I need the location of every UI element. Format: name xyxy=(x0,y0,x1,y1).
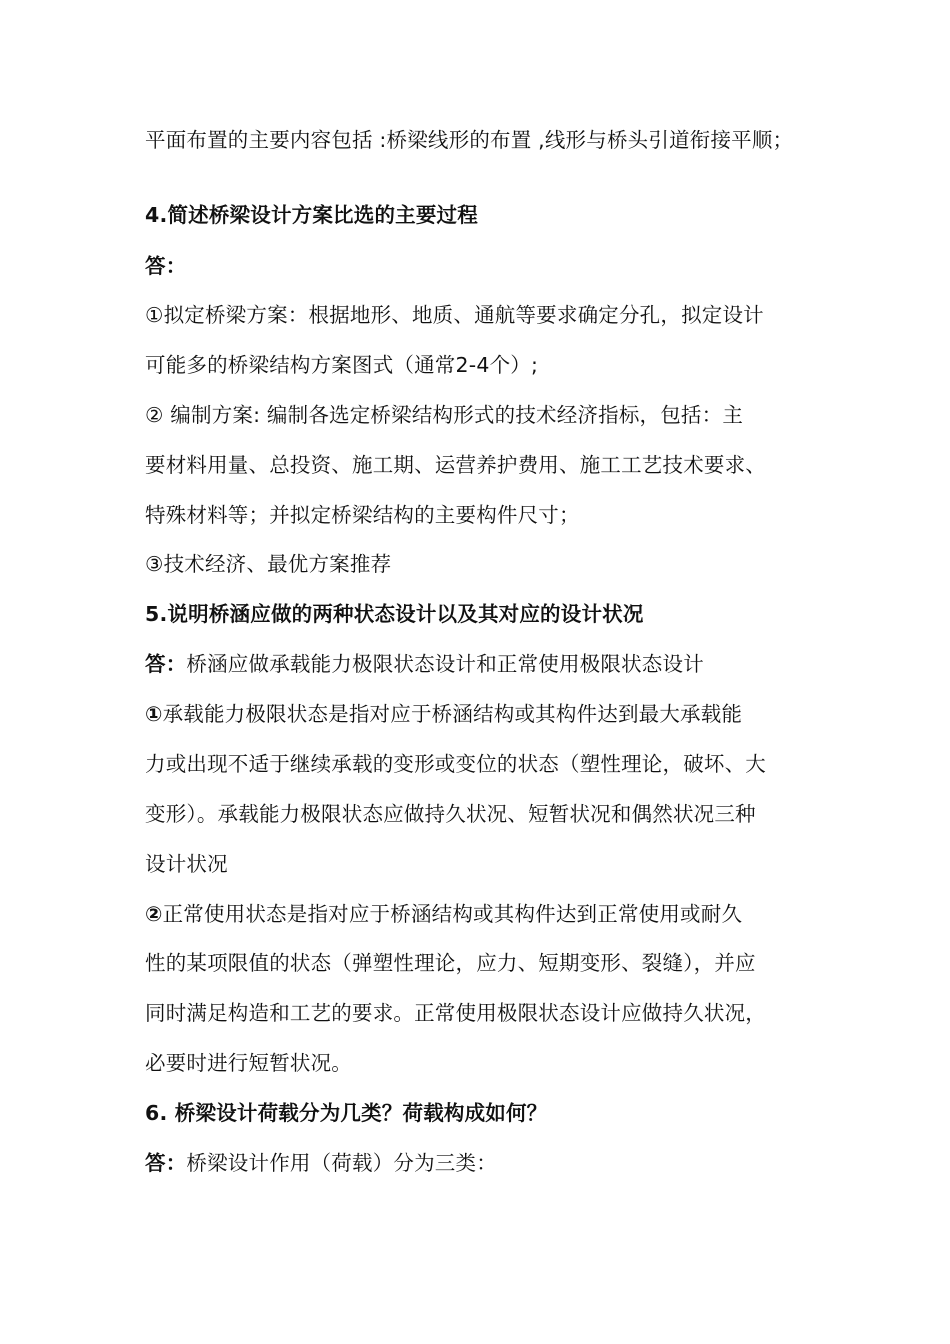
text-line: 特殊材料等；并拟定桥梁结构的主要构件尺寸； xyxy=(145,503,580,527)
answer-label: 答： xyxy=(145,254,187,278)
list-marker: ① xyxy=(145,702,163,726)
text-line: 要材料用量、总投资、施工期、运营养护费用、施工工艺技术要求、 xyxy=(145,453,766,477)
text-line: 平面布置的主要内容包括 :桥梁线形的布置 ,线形与桥头引道衔接平顺； xyxy=(145,128,794,152)
list-text: 正常使用状态是指对应于桥涵结构或其构件达到正常使用或耐久 xyxy=(162,902,743,926)
heading-question-6: 6. 桥梁设计荷载分为几类？荷载构成如何？ xyxy=(145,1101,548,1125)
text-line: 性的某项限值的状态（弹塑性理论，应力、短期变形、裂缝），并应 xyxy=(145,951,756,975)
answer-label: 答： xyxy=(145,652,187,676)
list-text: 承载能力极限状态是指对应于桥涵结构或其构件达到最大承载能 xyxy=(162,702,743,726)
text-line: 变形）。承载能力极限状态应做持久状况、短暂状况和偶然状况三种 xyxy=(145,802,756,826)
text-line: 同时满足构造和工艺的要求。正常使用极限状态设计应做持久状况， xyxy=(145,1001,766,1025)
text-line: 力或出现不适于继续承载的变形或变位的状态（塑性理论，破坏、大 xyxy=(145,752,766,776)
heading-question-4: 4.简述桥梁设计方案比选的主要过程 xyxy=(145,203,478,227)
list-marker: ② xyxy=(145,902,163,926)
text-line xyxy=(145,899,742,929)
answer-label: 答： xyxy=(145,1151,187,1175)
text-line: ①拟定桥梁方案：根据地形、地质、通航等要求确定分孔，拟定设计 xyxy=(145,303,764,327)
text-line: ② 编制方案: 编制各选定桥梁结构形式的技术经济指标，包括：主 xyxy=(145,403,744,427)
answer-text: 桥涵应做承载能力极限状态设计和正常使用极限状态设计 xyxy=(186,652,704,676)
answer-line xyxy=(145,649,704,679)
answer-line xyxy=(145,1148,497,1178)
text-line: 设计状况 xyxy=(145,852,228,876)
text-line: 必要时进行短暂状况。 xyxy=(145,1051,352,1075)
text-line: 可能多的桥梁结构方案图式（通常2-4个）; xyxy=(145,353,539,377)
answer-text: 桥梁设计作用（荷载）分为三类： xyxy=(186,1151,497,1175)
text-line xyxy=(145,699,742,729)
text-line: ③技术经济、最优方案推荐 xyxy=(145,552,392,576)
heading-question-5: 5.说明桥涵应做的两种状态设计以及其对应的设计状况 xyxy=(145,602,644,626)
